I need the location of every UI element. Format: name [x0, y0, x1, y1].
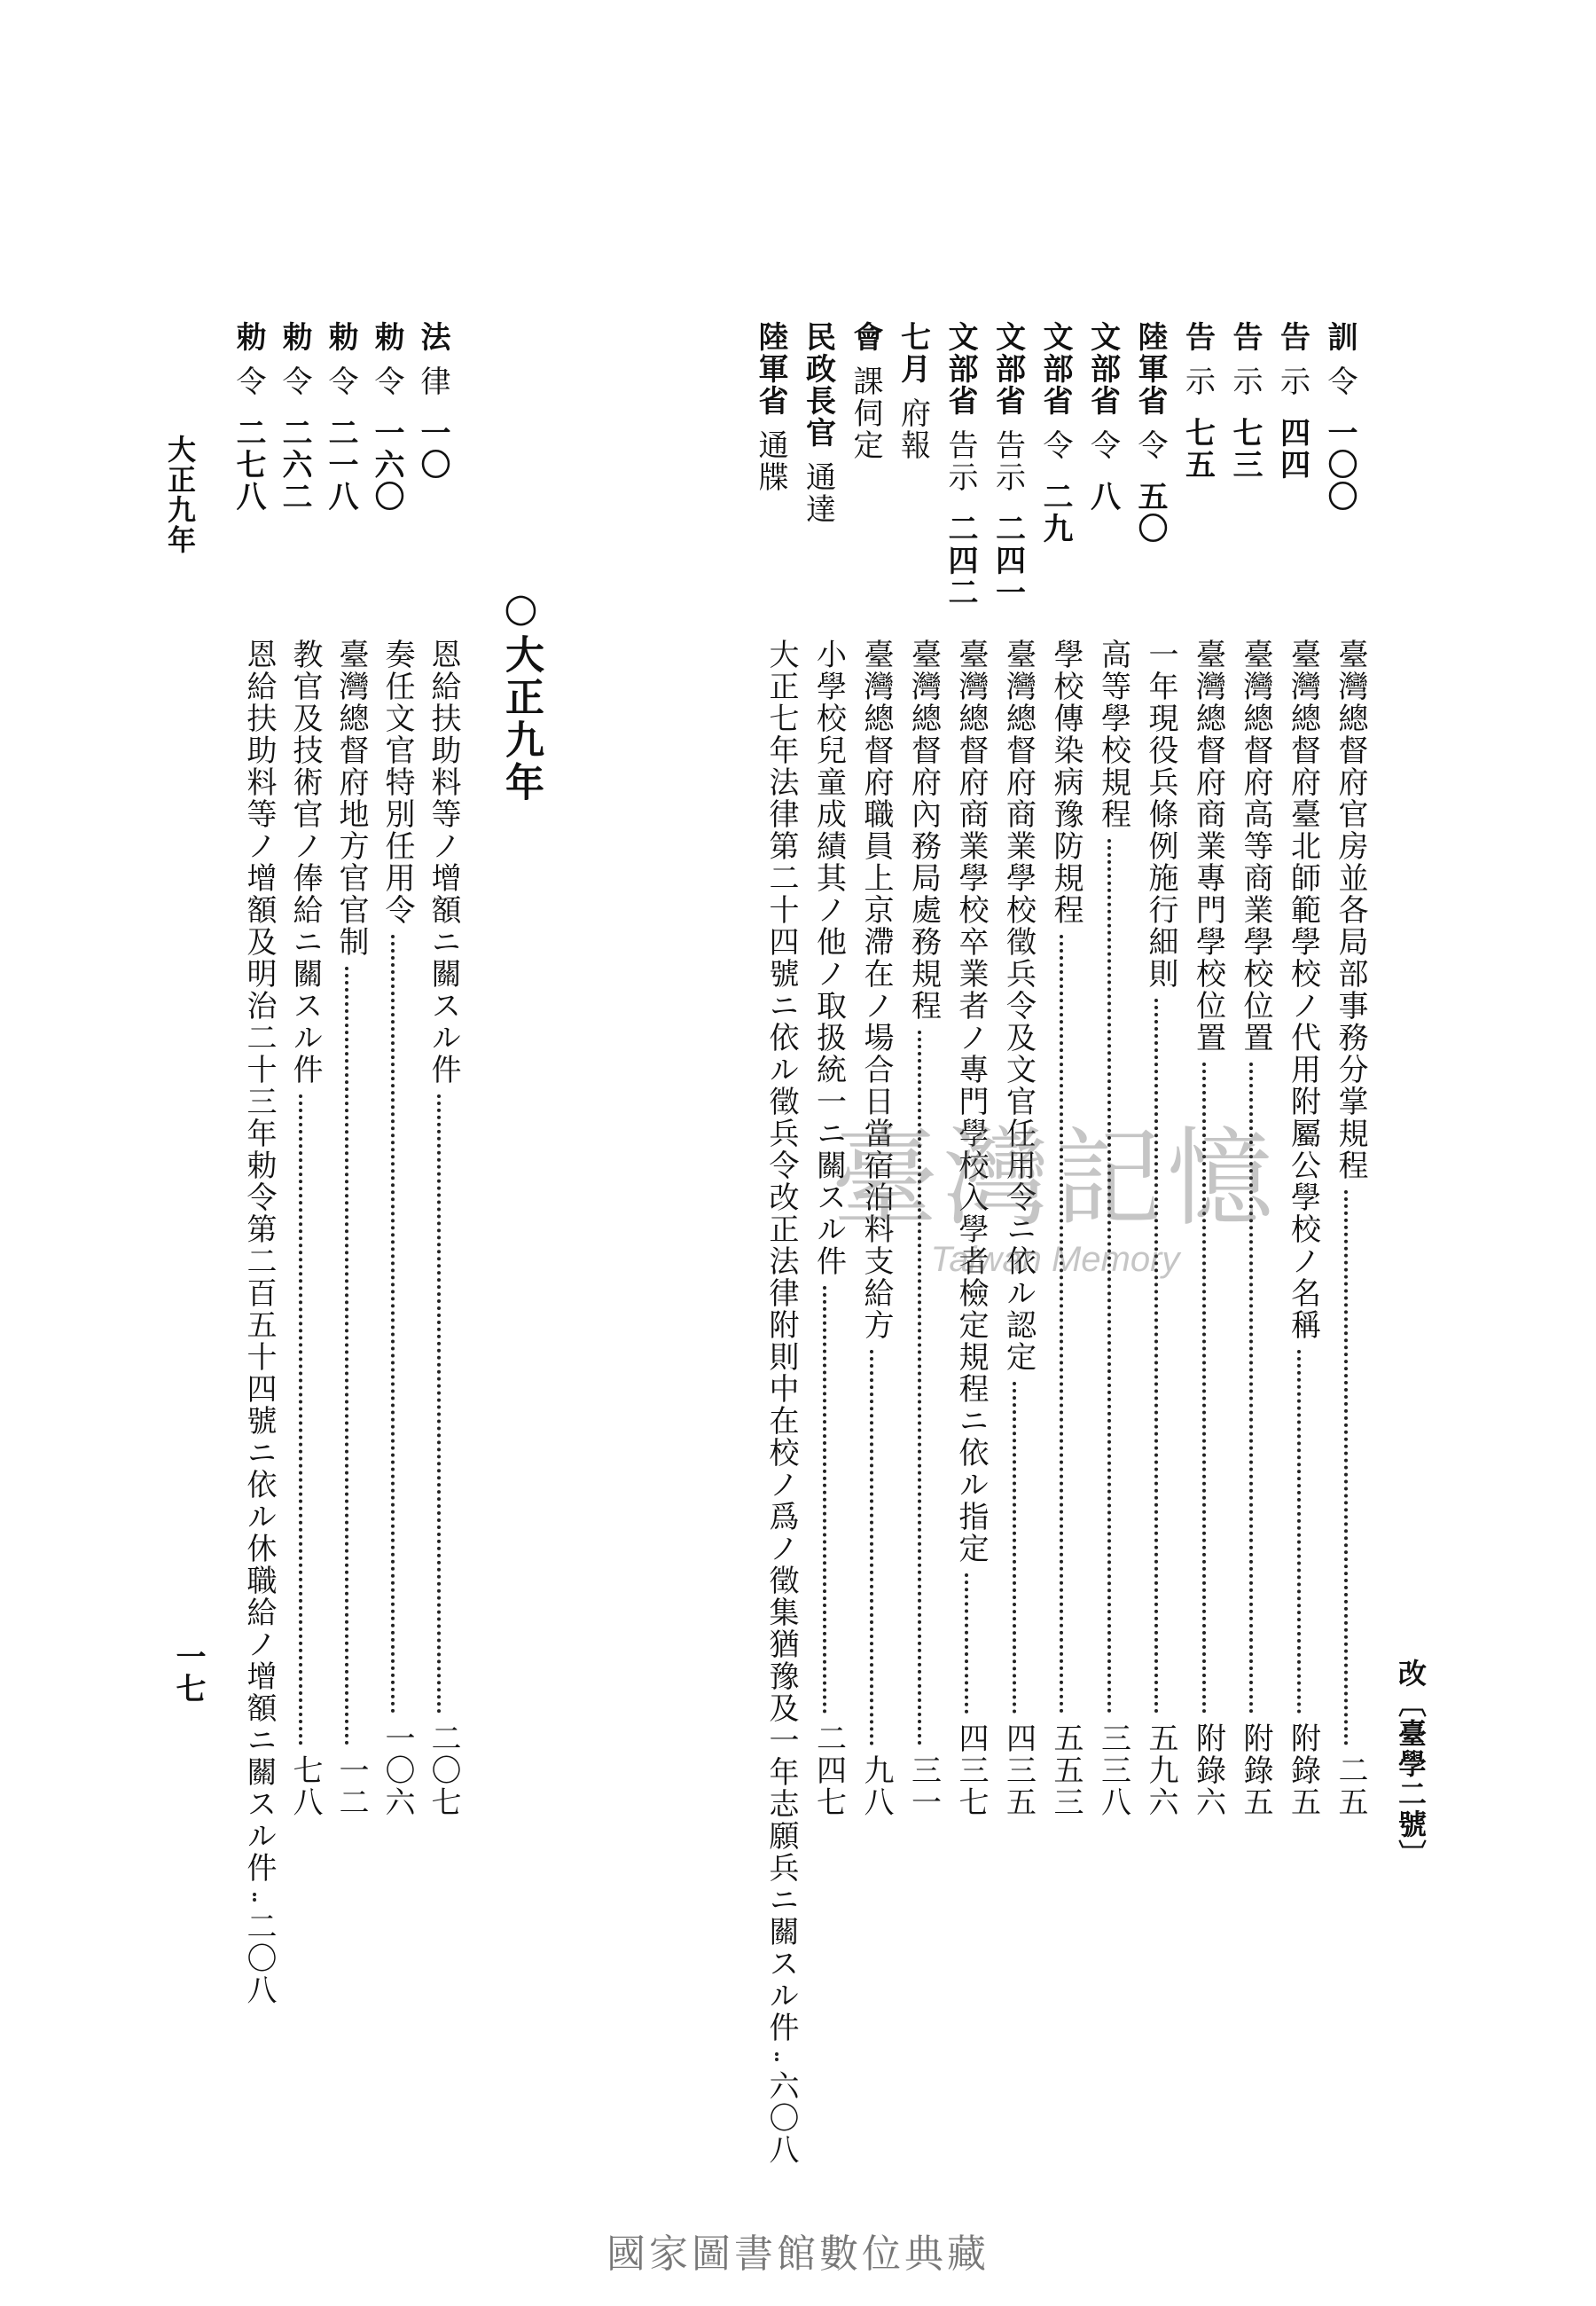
entry-type: 令: [1037, 429, 1073, 461]
page-number: 一七: [170, 1641, 206, 1705]
entry-number: 二一八: [323, 417, 358, 513]
entry-kind: 法: [415, 321, 450, 353]
entry-type: 府報: [895, 397, 931, 461]
entry-kind: 勅: [323, 321, 358, 353]
entry-type: 令: [1322, 365, 1357, 397]
toc-entry: [418, 639, 461, 1818]
dotted-leader: [279, 1094, 302, 1745]
dotted-leader: [233, 1893, 256, 1902]
entry-number: 二七八: [231, 417, 266, 513]
entry-kind: 陸軍省: [1132, 321, 1168, 417]
entry-kind: 民政長官: [800, 321, 836, 449]
entry-number: 二六二: [277, 417, 312, 513]
dotted-leader: [325, 967, 348, 1745]
watermark-logo: [780, 1118, 1330, 1322]
label-column: [325, 321, 356, 513]
entry-type: 示: [1274, 365, 1310, 397]
label-column: [895, 321, 931, 461]
entry-number: 二九: [1037, 481, 1073, 545]
entry-type: 律: [415, 365, 450, 397]
running-header: 改〔臺學二號〕: [1394, 1659, 1428, 1870]
toc-entry: [279, 639, 323, 1818]
label-column: [990, 321, 1026, 608]
entry-kind: 文部省: [1084, 321, 1121, 417]
label-column: [1037, 321, 1073, 545]
label-column: [231, 321, 266, 513]
label-column: [943, 321, 978, 608]
entry-page: 一二: [333, 1754, 369, 1818]
entry-type: 令: [231, 365, 266, 397]
label-column: [415, 321, 450, 481]
entry-kind: 告: [1274, 321, 1310, 353]
entry-type: 示: [1179, 365, 1216, 397]
entry-page: 一〇六: [379, 1722, 415, 1818]
entry-type: 通牒: [753, 429, 788, 493]
entry-number: 四四: [1274, 417, 1310, 481]
entry-page: 五五三: [1048, 1722, 1084, 1818]
label-column: [848, 321, 883, 461]
entry-type: 令: [1084, 429, 1121, 461]
entry-title: 臺灣總督府地方官官制: [333, 639, 369, 958]
toc-entry: [372, 639, 415, 1818]
entry-type: 示: [1227, 365, 1263, 397]
entry-title: 臺灣總督府高等商業學校位置: [1238, 639, 1273, 1054]
entry-title: 高等學校規程: [1095, 639, 1131, 830]
entry-title: 臺灣總督府職員上京滯在ノ場合日當宿泊料支給方: [858, 639, 894, 1341]
entry-type: 告示: [943, 429, 978, 493]
entry-title: 學校傳染病豫防規程: [1048, 639, 1084, 926]
entry-page: 四三七: [953, 1722, 989, 1818]
watermark-sub-text: Taiwan Memory: [930, 1240, 1180, 1279]
entry-title: 臺灣總督府內務局處務規程: [905, 639, 942, 1022]
entry-page: 六〇八: [763, 2070, 799, 2166]
entry-title: 臺灣總督府商業學校卒業者ノ專門學校入學者檢定規程ニ依ル指定: [953, 639, 989, 1565]
entry-number: 二四一: [990, 513, 1026, 608]
entry-number: 七五: [1179, 417, 1216, 481]
entry-page: 二〇七: [426, 1722, 461, 1818]
entry-type: 令: [1132, 429, 1168, 461]
entry-number: 八: [1084, 481, 1121, 513]
dotted-leader: [372, 935, 395, 1714]
toc-entry: [233, 639, 277, 2006]
section-heading: ○大正九年: [498, 585, 544, 804]
entry-type: 令: [369, 365, 404, 397]
entry-kind: 告: [1227, 321, 1263, 353]
entry-kind: 七月: [895, 321, 931, 385]
entry-number: 一六〇: [369, 417, 404, 513]
entry-page: 二〇八: [241, 1910, 277, 2006]
entry-title: 一年現役兵條例施行細則: [1143, 639, 1178, 990]
entry-kind: 勅: [369, 321, 404, 353]
entry-number: 五〇: [1132, 481, 1168, 545]
entry-type: 令: [277, 365, 312, 397]
label-column: [1084, 321, 1121, 513]
label-column: [1274, 321, 1310, 481]
entry-number: 七三: [1227, 417, 1263, 481]
dotted-leader: [418, 1094, 441, 1714]
entry-page: 三一: [905, 1754, 942, 1818]
entry-title: 恩給扶助料等ノ增額及明治二十三年勅令第二百五十四號ニ依ル休職給ノ增額ニ關スル件: [241, 639, 277, 1884]
entry-page: 五九六: [1143, 1722, 1178, 1818]
label-column: [800, 321, 836, 525]
entry-title: 教官及技術官ノ俸給ニ關スル件: [287, 639, 323, 1086]
label-column: [1322, 321, 1357, 513]
label-column: [1132, 321, 1168, 545]
toc-entry: [325, 639, 369, 1818]
footer-credit: 國家圖書館數位典藏: [606, 2231, 990, 2277]
entry-kind: 陸軍省: [753, 321, 788, 417]
entry-page: 附錄五: [1238, 1722, 1273, 1818]
entry-kind: 文部省: [990, 321, 1026, 417]
entry-title: 大正七年法律第二十四號ニ依ル徵兵令改正法律附則中在校ノ爲ノ徵集猶豫及一年志願兵ニ關スル件: [763, 639, 799, 2043]
entry-page: 附錄五: [1285, 1722, 1321, 1818]
label-column: [755, 321, 786, 493]
entry-page: 七八: [287, 1754, 323, 1818]
entry-title: 臺灣總督府臺北師範學校ノ代用附屬公學校ノ名稱: [1285, 639, 1321, 1341]
entry-title: 臺灣總督府商業專門學校位置: [1190, 639, 1226, 1054]
label-column: [1179, 321, 1216, 481]
entry-number: 二四二: [943, 513, 978, 608]
entry-page: 附錄六: [1190, 1722, 1226, 1818]
entry-kind: 勅: [277, 321, 312, 353]
entry-type: 令: [323, 365, 358, 397]
entry-number: 一〇: [415, 417, 450, 481]
label-column: [369, 321, 404, 513]
entry-type: 課伺定: [848, 365, 883, 461]
entry-type: 告示: [990, 429, 1026, 493]
entry-title: 奏任文官特別任用令: [379, 639, 415, 926]
label-column: [1227, 321, 1263, 481]
entry-kind: 告: [1179, 321, 1216, 353]
entry-page: 九八: [858, 1754, 894, 1818]
entry-kind: 勅: [231, 321, 266, 353]
entry-kind: 訓: [1322, 321, 1357, 353]
entry-kind: 文部省: [943, 321, 978, 417]
entry-title: 小學校兒童成績其ノ他ノ取扱統一ニ關スル件: [810, 639, 847, 1277]
entry-number: 一〇〇: [1322, 417, 1357, 513]
watermark-main-text: 臺灣記憶: [832, 1118, 1279, 1241]
entry-page: 四三五: [1000, 1722, 1037, 1818]
entry-kind: 文部省: [1037, 321, 1073, 417]
dotted-leader: [755, 2052, 778, 2061]
entry-title: 臺灣總督府官房並各局部事務分掌規程: [1333, 639, 1368, 1181]
entry-page: 二四七: [810, 1722, 847, 1818]
entry-title: 恩給扶助料等ノ增額ニ關スル件: [426, 639, 461, 1086]
entry-kind: 會: [848, 321, 883, 353]
entry-title: 臺灣總督府商業學校徵兵令及文官任用令ニ依ル認定: [1000, 639, 1037, 1373]
entry-page: 二五: [1333, 1754, 1368, 1818]
label-column: [277, 321, 312, 513]
entry-type: 通達: [800, 461, 836, 525]
era-label: 大正九年: [163, 435, 197, 555]
entry-page: 三三八: [1095, 1722, 1131, 1818]
